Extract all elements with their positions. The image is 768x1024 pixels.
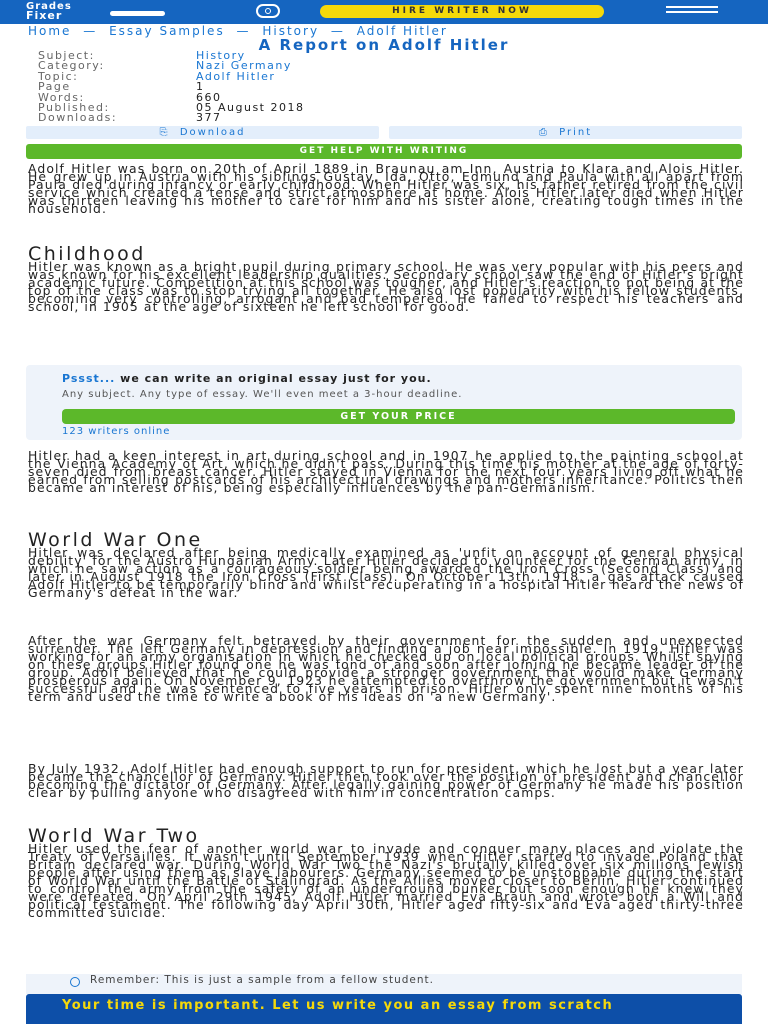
hamburger-menu-icon[interactable] — [666, 6, 718, 18]
paragraph-childhood: Hitler was known as a bright pupil during primary school. He was very popular with his peers and was known for his excellent leadership qualities. Secondary school saw the end of Hitler's bright academic future. Competition at this school was tougher, and Hitler's reaction to not being at the top of the class was to stop trying all together. He also lost popularity with his fellow students, becoming very controlling, arrogant and bad tempered. He failed to respect his teachers and school, in 1905 at the age of sixteen he left school for good. — [28, 259, 744, 315]
paragraph-ww1: Hitler was declared after being medically examined as 'unfit on account of general physical debility' for the Austro Hungarian Army. Later Hitler decided to volunteer for the German army, in which he saw action as a courageous soldier being awarded the Iron Cross (Second Class) and later in August 1918 the Iron Cross (First Class). On October 13th, 1918, a gas attack caused Adolf Hitler to be temporarily blind and whilst recuperating in a hospital Hitler heard the news of Germany's defeat in the war. — [28, 545, 744, 601]
promo-headline: Pssst... we can write an original essay just for you. — [62, 372, 432, 385]
meta-category: Category: Nazi Germany — [38, 59, 292, 73]
breadcrumb-separator: — — [236, 24, 251, 38]
logo-underline — [110, 11, 165, 16]
subject-link[interactable]: History — [196, 49, 246, 62]
breadcrumb-adolf-hitler[interactable]: Adolf Hitler — [356, 24, 448, 38]
paragraph-ww2: Hitler used the fear of another world war to invade and conquer many places and violate the Treaty of Versailles. It wasn't until September 1939 when Hitler started to invade Poland that Britain declared war. During World War Two the Nazi's brutally killed over six millions Jewish people after using them as slave labourers. Germany seemed to be unstoppable during the start of World War until the Battle of Stalingrad. As the Allies moved closer to Berlin, Hitler continued to control the army from the safety of an underground bunker but soon enough he knew they were defeated. On April 29th 1945, Adolf Hitler married Eva Braun and wrote both a Will and political testament. The following day April 30th, Hitler aged fifty-six and Eva aged thirty-three committed suicide. — [28, 841, 744, 921]
breadcrumb-home[interactable]: Home — [28, 24, 72, 38]
user-account-icon[interactable] — [256, 4, 280, 18]
breadcrumb-separator: — — [330, 24, 345, 38]
promo-subtext: Any subject. Any type of essay. We'll even meet a 3-hour deadline. — [62, 389, 463, 400]
promo-box — [26, 365, 742, 440]
get-your-price-button[interactable]: GET YOUR PRICE — [62, 409, 735, 424]
meta-topic: Topic: Adolf Hitler — [38, 69, 276, 83]
remember-text: Remember: This is just a sample from a fellow student. — [90, 974, 434, 986]
download-icon: ⎘ — [159, 127, 180, 138]
heading-world-war-one: World War One — [28, 529, 203, 551]
breadcrumb-separator: — — [83, 24, 98, 38]
meta-page: Page 1 — [38, 80, 205, 94]
site-logo[interactable] — [26, 2, 72, 20]
hire-writer-button[interactable]: HIRE WRITER NOW — [320, 5, 604, 18]
breadcrumb-history[interactable]: History — [262, 24, 320, 38]
meta-downloads: Downloads: 377 — [38, 111, 222, 125]
paragraph-art: Hitler had a keen interest in art during school and in 1907 he applied to the painting school at the Vienna Academy of Art, which he didn't pass. During this time his mother at the age of forty-seven died from breast cancer. Hitler stayed in Vienna for the next four years living off what he earned from selling postcards of his architectural drawings and mothers inheritance. Politics then became an interest of his, being especially influences by the pan-Germanism. — [28, 448, 744, 496]
heading-childhood: Childhood — [28, 243, 146, 265]
top-navigation-bar — [0, 0, 768, 24]
footer-cta-banner[interactable] — [26, 994, 742, 1024]
category-link[interactable]: Nazi Germany — [196, 59, 292, 73]
topic-link[interactable]: Adolf Hitler — [196, 69, 276, 83]
breadcrumb-essay-samples[interactable]: Essay Samples — [109, 24, 225, 38]
meta-published: Published: 05 August 2018 — [38, 100, 305, 114]
printer-icon: ⎙ — [538, 127, 560, 138]
essay-meta — [38, 51, 304, 124]
paragraph-intro: Adolf Hitler was born on 20th of April 1889 in Braunau am Inn, Austria to Klara and Alois Hitler. He grew up in Austria with his siblings Gustav, Ida, Otto, Edmund and Paula with all apart from Paula died during infancy or early childhood. When Hitler was six, his father retired from the civil service which created a tense and strict atmosphere at home. Alois Hitler later died when Hitler was thirteen leaving his mother to care for him and his sister alone, creating tough times in the household. — [28, 161, 744, 217]
paragraph-rise-to-power: By July 1932, Adolf Hitler had enough support to run for president, which he lost but a year later became the chancellor of Germany. Hitler then took over the position of president and chancellor becoming the dictator of Germany. After legally gaining power of Germany he made his position clear by pulling anyone who disagreed with him in concentration camps. — [28, 761, 744, 801]
download-button[interactable]: ⎘ Download — [26, 126, 379, 139]
meta-subject: Subject: History — [38, 49, 246, 62]
footer-cta-text: Your time is important. Let us write you an essay from scratch — [62, 998, 614, 1013]
meta-words: Words: 660 — [38, 90, 222, 104]
get-help-button[interactable]: GET HELP WITH WRITING — [26, 144, 742, 159]
info-icon — [70, 977, 80, 987]
paragraph-post-war: After the war Germany felt betrayed by their government for the sudden and unexpected surrender. The left Germany in depression and finding a job near impossible. In 1919, Hitler was working for an army organisation in which he checked up on local political groups. Whilst spying on these groups Hitler found one he was fond of and soon after joining he became leader of the group. Adolf believed that he could provide a stronger government that would make Germany prosperous again. On November 9, 1923 he attempted to overthrow the government but it wasn't successful and he was sentenced to five years in prison. Hitler only spent nine months of his term and used the time to write a book of his ideas on 'a new Germany'. — [28, 633, 744, 705]
logo-line-grades: Grades — [26, 1, 72, 12]
writers-online-count: 123 writers online — [62, 426, 171, 437]
logo-line-fixer: Fixer — [26, 9, 63, 22]
page-title: A Report on Adolf Hitler — [258, 36, 510, 54]
remember-notice — [26, 974, 742, 994]
print-button[interactable]: ⎙ Print — [389, 126, 742, 139]
heading-world-war-two: World War Two — [28, 825, 200, 847]
